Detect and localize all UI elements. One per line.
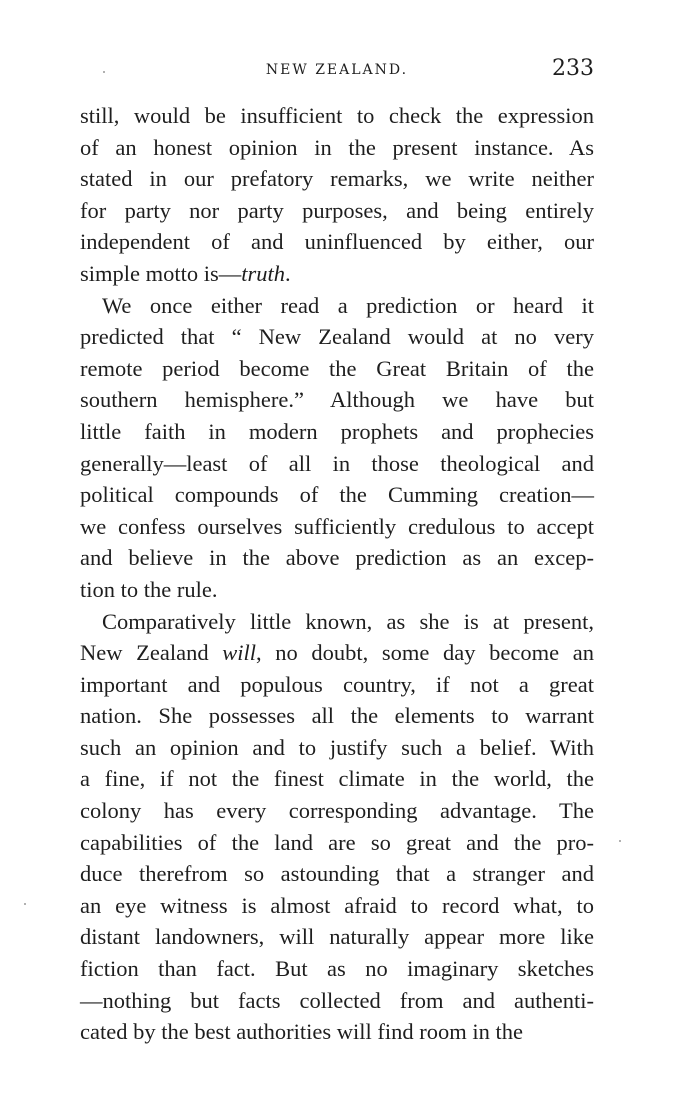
text-line	[80, 100, 594, 132]
text-line	[80, 827, 594, 859]
body-text	[80, 100, 594, 1048]
text-run: we confess ourselves sufficiently credulous to accept	[80, 513, 594, 539]
running-title: NEW ZEALAND.	[265, 62, 409, 78]
text-run: political compounds of the Cumming creation—	[80, 482, 594, 508]
text-run: We once either read a prediction or heard it	[102, 292, 594, 318]
paper-speck	[619, 840, 621, 842]
text-run: such an opinion and to justify such a belief. With	[80, 734, 594, 760]
text-line	[80, 953, 594, 985]
text-line	[80, 511, 594, 543]
text-line	[80, 700, 594, 732]
text-run: independent of and uninfluenced by either, our	[80, 229, 594, 255]
text-line	[80, 290, 594, 322]
italic-text: truth	[241, 260, 286, 286]
text-line	[80, 1016, 594, 1048]
paper-speck	[103, 71, 105, 73]
text-line	[80, 669, 594, 701]
text-run: Comparatively little known, as she is at present,	[102, 608, 594, 634]
text-run: and believe in the above prediction as an excep-	[80, 545, 594, 571]
text-run: important and populous country, if not a great	[80, 671, 594, 697]
text-line	[80, 637, 594, 669]
text-line	[80, 574, 594, 606]
text-run: for party nor party purposes, and being entirely	[80, 197, 594, 223]
text-run: .	[285, 260, 291, 286]
text-line	[80, 353, 594, 385]
text-line	[80, 732, 594, 764]
text-run: —nothing but facts collected from and authenti-	[80, 987, 594, 1013]
text-run: stated in our prefatory remarks, we write neither	[80, 166, 594, 192]
text-run: tion to the rule.	[80, 576, 218, 602]
text-line	[80, 858, 594, 890]
text-run: , no doubt, some day become an	[255, 640, 594, 666]
text-line	[80, 606, 594, 638]
page-number: 233	[552, 56, 594, 81]
text-run: predicted that “ New Zealand would at no very	[80, 324, 594, 350]
text-run: colony has every corresponding advantage. The	[80, 798, 594, 824]
text-line	[80, 763, 594, 795]
text-run: capabilities of the land are so great and the pro-	[80, 829, 594, 855]
italic-text: will	[222, 640, 256, 666]
text-line	[80, 890, 594, 922]
text-run: simple motto is—	[80, 260, 242, 286]
text-line	[80, 448, 594, 480]
text-run: a fine, if not the finest climate in the world, the	[80, 766, 594, 792]
text-run: generally—least of all in those theological and	[80, 450, 594, 476]
text-run: remote period become the Great Britain of the	[80, 355, 594, 381]
text-line	[80, 479, 594, 511]
text-line	[80, 921, 594, 953]
text-run: New Zealand	[80, 640, 223, 666]
text-run: an eye witness is almost afraid to record what, to	[80, 892, 594, 918]
text-run: of an honest opinion in the present instance. As	[80, 134, 594, 160]
running-head	[80, 56, 594, 84]
text-line	[80, 195, 594, 227]
text-line	[80, 132, 594, 164]
text-run: duce therefrom so astounding that a stranger and	[80, 861, 594, 887]
text-line	[80, 985, 594, 1017]
text-line	[80, 416, 594, 448]
text-line	[80, 384, 594, 416]
text-line	[80, 795, 594, 827]
text-run: southern hemisphere.” Although we have but	[80, 387, 594, 413]
text-run: still, would be insufficient to check the expression	[80, 103, 594, 128]
text-run: distant landowners, will naturally appear more like	[80, 924, 594, 950]
text-run: little faith in modern prophets and prophecies	[80, 418, 594, 444]
text-line	[80, 226, 594, 258]
text-run: nation. She possesses all the elements to warrant	[80, 703, 594, 729]
paper-speck	[24, 903, 26, 905]
text-line	[80, 542, 594, 574]
text-line	[80, 163, 594, 195]
text-line	[80, 258, 594, 290]
text-line	[80, 321, 594, 353]
text-run: cated by the best authorities will find room in the	[80, 1019, 524, 1045]
text-run: fiction than fact. But as no imaginary sketches	[80, 956, 594, 982]
